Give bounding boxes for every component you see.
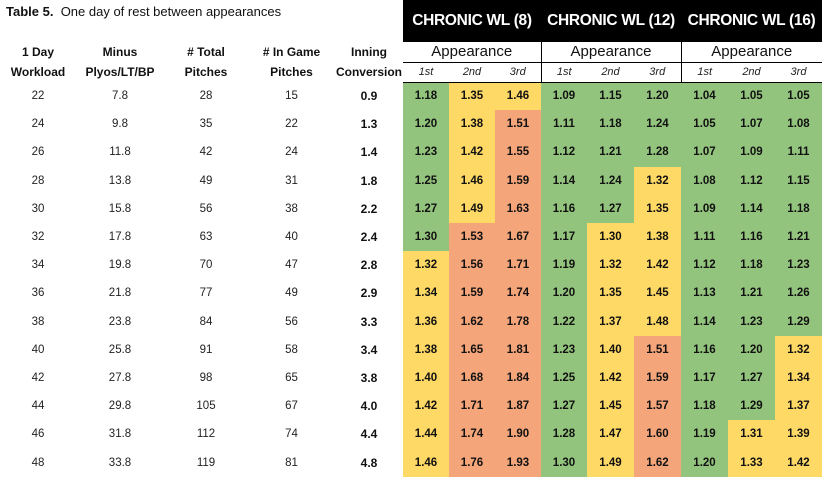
total-pitches-cell: 56 xyxy=(199,202,213,215)
value-cell: 1.38 xyxy=(403,336,449,364)
value-cell: 1.21 xyxy=(728,279,775,307)
value-cell: 1.39 xyxy=(775,420,822,448)
table-row xyxy=(0,420,822,448)
sub-header-1st: 1st xyxy=(681,62,728,82)
value-cell: 1.42 xyxy=(634,251,681,279)
value-cell: 1.21 xyxy=(775,223,822,251)
value-cell: 1.46 xyxy=(449,167,495,195)
value-cell: 1.84 xyxy=(495,364,541,392)
col-header-minus xyxy=(76,42,164,82)
value-cell: 1.49 xyxy=(449,195,495,223)
value-cell: 1.87 xyxy=(495,392,541,420)
value-cell: 1.53 xyxy=(449,223,495,251)
col-header-total-pitches xyxy=(164,42,248,82)
value-cell: 1.42 xyxy=(587,364,634,392)
sub-header-2nd: 2nd xyxy=(728,62,775,82)
value-cell: 1.90 xyxy=(495,420,541,448)
value-cell: 1.25 xyxy=(541,364,587,392)
value-cell: 1.40 xyxy=(403,364,449,392)
group-title-wl8: CHRONIC WL (8) xyxy=(403,0,541,42)
table-row xyxy=(0,448,822,476)
minus-cell: 33.8 xyxy=(108,456,132,469)
value-cell: 1.25 xyxy=(403,167,449,195)
value-cell: 1.27 xyxy=(403,195,449,223)
value-cell: 1.16 xyxy=(541,195,587,223)
value-cell: 1.56 xyxy=(449,251,495,279)
value-cell: 1.05 xyxy=(728,82,775,110)
value-cell: 1.76 xyxy=(449,448,495,476)
ingame-pitches-cell: 58 xyxy=(285,343,298,356)
value-cell: 1.37 xyxy=(775,392,822,420)
total-pitches-cell: 28 xyxy=(199,90,213,103)
value-cell: 1.20 xyxy=(728,336,775,364)
value-cell: 1.20 xyxy=(634,82,681,110)
minus-cell: 7.8 xyxy=(112,90,128,103)
total-pitches-cell: 49 xyxy=(199,174,213,187)
col-header-line: Minus xyxy=(102,45,138,59)
table-body xyxy=(0,82,822,477)
total-pitches-cell: 105 xyxy=(196,400,216,413)
value-cell: 1.24 xyxy=(634,110,681,138)
value-cell: 1.08 xyxy=(775,110,822,138)
value-cell: 1.15 xyxy=(587,82,634,110)
total-pitches-cell: 70 xyxy=(199,259,213,272)
value-cell: 1.08 xyxy=(681,167,728,195)
value-cell: 1.21 xyxy=(587,138,634,166)
workload-cell: 24 xyxy=(31,118,45,131)
value-cell: 1.11 xyxy=(681,223,728,251)
value-cell: 1.34 xyxy=(775,364,822,392)
col-header-line: Conversion xyxy=(335,65,402,79)
minus-cell: 17.8 xyxy=(108,231,132,244)
value-cell: 1.09 xyxy=(541,82,587,110)
value-cell: 1.32 xyxy=(775,336,822,364)
table-caption xyxy=(0,0,403,42)
col-header-line: Pitches xyxy=(184,65,228,79)
value-cell: 1.28 xyxy=(634,138,681,166)
value-cell: 1.55 xyxy=(495,138,541,166)
value-cell: 1.07 xyxy=(728,110,775,138)
value-cell: 1.20 xyxy=(403,110,449,138)
value-cell: 1.29 xyxy=(775,308,822,336)
value-cell: 1.09 xyxy=(728,138,775,166)
table-row xyxy=(0,138,822,166)
ingame-pitches-cell: 38 xyxy=(285,202,298,215)
col-header-workload xyxy=(0,42,76,82)
table-row xyxy=(0,308,822,336)
value-cell: 1.12 xyxy=(681,251,728,279)
value-cell: 1.71 xyxy=(495,251,541,279)
value-cell: 1.16 xyxy=(728,223,775,251)
value-cell: 1.48 xyxy=(634,308,681,336)
minus-cell: 13.8 xyxy=(108,174,132,187)
inning-conversion-cell: 1.8 xyxy=(360,173,378,188)
minus-cell: 29.8 xyxy=(108,400,132,413)
col-header-line: # In Game xyxy=(262,45,321,59)
inning-conversion-cell: 4.8 xyxy=(360,455,378,470)
value-cell: 1.27 xyxy=(541,392,587,420)
value-cell: 1.45 xyxy=(634,279,681,307)
total-pitches-cell: 91 xyxy=(199,343,213,356)
value-cell: 1.27 xyxy=(728,364,775,392)
total-pitches-cell: 112 xyxy=(196,428,216,441)
sub-header-2nd: 2nd xyxy=(587,62,634,82)
value-cell: 1.42 xyxy=(403,392,449,420)
value-cell: 1.23 xyxy=(728,308,775,336)
value-cell: 1.14 xyxy=(728,195,775,223)
inning-conversion-cell: 1.4 xyxy=(360,145,378,160)
minus-cell: 11.8 xyxy=(109,146,131,159)
value-cell: 1.42 xyxy=(449,138,495,166)
value-cell: 1.63 xyxy=(495,195,541,223)
value-cell: 1.71 xyxy=(449,392,495,420)
value-cell: 1.65 xyxy=(449,336,495,364)
value-cell: 1.38 xyxy=(449,110,495,138)
value-cell: 1.47 xyxy=(587,420,634,448)
sub-header-2nd: 2nd xyxy=(449,62,495,82)
inning-conversion-cell: 3.8 xyxy=(360,370,378,385)
value-cell: 1.05 xyxy=(775,82,822,110)
value-cell: 1.27 xyxy=(587,195,634,223)
workload-cell: 34 xyxy=(31,259,45,272)
table-row xyxy=(0,336,822,364)
value-cell: 1.12 xyxy=(541,138,587,166)
inning-conversion-cell: 2.2 xyxy=(360,201,378,216)
sub-header-3rd: 3rd xyxy=(634,62,681,82)
value-cell: 1.09 xyxy=(681,195,728,223)
value-cell: 1.23 xyxy=(775,251,822,279)
minus-cell: 9.8 xyxy=(112,118,128,131)
value-cell: 1.59 xyxy=(634,364,681,392)
table-row xyxy=(0,110,822,138)
value-cell: 1.36 xyxy=(403,308,449,336)
caption-text: One day of rest between appearances xyxy=(60,4,282,19)
value-cell: 1.30 xyxy=(587,223,634,251)
col-header-line: Pitches xyxy=(270,65,313,79)
value-cell: 1.14 xyxy=(681,308,728,336)
value-cell: 1.74 xyxy=(495,279,541,307)
inning-conversion-cell: 3.3 xyxy=(360,314,378,329)
value-cell: 1.30 xyxy=(403,223,449,251)
col-header-line: 1 Day xyxy=(21,45,55,59)
workload-cell: 38 xyxy=(31,315,45,328)
value-cell: 1.59 xyxy=(449,279,495,307)
value-cell: 1.57 xyxy=(634,392,681,420)
appearance-header-wl16: Appearance xyxy=(681,42,822,62)
value-cell: 1.32 xyxy=(403,251,449,279)
ingame-pitches-cell: 15 xyxy=(285,90,298,103)
value-cell: 1.81 xyxy=(495,336,541,364)
value-cell: 1.38 xyxy=(634,223,681,251)
inning-conversion-cell: 2.4 xyxy=(360,230,378,245)
value-cell: 1.44 xyxy=(403,420,449,448)
table-row xyxy=(0,279,822,307)
ingame-pitches-cell: 31 xyxy=(285,174,298,187)
value-cell: 1.14 xyxy=(541,167,587,195)
value-cell: 1.15 xyxy=(775,167,822,195)
value-cell: 1.19 xyxy=(681,420,728,448)
value-cell: 1.18 xyxy=(681,392,728,420)
workload-cell: 40 xyxy=(31,343,45,356)
value-cell: 1.62 xyxy=(634,448,681,476)
minus-cell: 15.8 xyxy=(108,202,132,215)
workload-cell: 28 xyxy=(31,174,45,187)
group-title-wl12: CHRONIC WL (12) xyxy=(541,0,681,42)
value-cell: 1.33 xyxy=(728,448,775,476)
value-cell: 1.46 xyxy=(403,448,449,476)
value-cell: 1.16 xyxy=(681,336,728,364)
appearance-header-wl8: Appearance xyxy=(403,42,541,62)
value-cell: 1.18 xyxy=(775,195,822,223)
ingame-pitches-cell: 49 xyxy=(285,287,298,300)
minus-cell: 31.8 xyxy=(108,428,132,441)
col-header-inning-conversion xyxy=(335,42,403,82)
ingame-pitches-cell: 67 xyxy=(285,400,298,413)
value-cell: 1.11 xyxy=(541,110,587,138)
inning-conversion-cell: 4.0 xyxy=(360,399,378,414)
value-cell: 1.20 xyxy=(681,448,728,476)
table-row xyxy=(0,223,822,251)
value-cell: 1.13 xyxy=(681,279,728,307)
total-pitches-cell: 84 xyxy=(199,315,213,328)
workload-cell: 42 xyxy=(31,371,45,384)
ingame-pitches-cell: 47 xyxy=(285,259,298,272)
value-cell: 1.23 xyxy=(541,336,587,364)
inning-conversion-cell: 3.4 xyxy=(360,342,378,357)
value-cell: 1.30 xyxy=(541,448,587,476)
caption-label: Table 5. xyxy=(6,4,54,19)
minus-cell: 25.8 xyxy=(108,343,132,356)
value-cell: 1.31 xyxy=(728,420,775,448)
value-cell: 1.46 xyxy=(495,82,541,110)
inning-conversion-cell: 4.4 xyxy=(360,427,378,442)
ingame-pitches-cell: 81 xyxy=(285,456,298,469)
value-cell: 1.62 xyxy=(449,308,495,336)
value-cell: 1.19 xyxy=(541,251,587,279)
value-cell: 1.51 xyxy=(634,336,681,364)
value-cell: 1.35 xyxy=(634,195,681,223)
value-cell: 1.68 xyxy=(449,364,495,392)
value-cell: 1.23 xyxy=(403,138,449,166)
table-row xyxy=(0,195,822,223)
total-pitches-cell: 77 xyxy=(199,287,213,300)
workload-cell: 26 xyxy=(31,146,45,159)
inning-conversion-cell: 0.9 xyxy=(360,89,378,104)
value-cell: 1.35 xyxy=(587,279,634,307)
value-cell: 1.93 xyxy=(495,448,541,476)
value-cell: 1.20 xyxy=(541,279,587,307)
workload-cell: 36 xyxy=(31,287,45,300)
value-cell: 1.37 xyxy=(587,308,634,336)
workload-cell: 46 xyxy=(31,428,45,441)
value-cell: 1.18 xyxy=(728,251,775,279)
value-cell: 1.32 xyxy=(634,167,681,195)
value-cell: 1.12 xyxy=(728,167,775,195)
appearance-header-wl12: Appearance xyxy=(541,42,681,62)
value-cell: 1.67 xyxy=(495,223,541,251)
value-cell: 1.29 xyxy=(728,392,775,420)
value-cell: 1.59 xyxy=(495,167,541,195)
total-pitches-cell: 42 xyxy=(199,146,213,159)
col-header-line: Inning xyxy=(351,45,387,59)
sub-header-1st: 1st xyxy=(403,62,449,82)
value-cell: 1.74 xyxy=(449,420,495,448)
total-pitches-cell: 98 xyxy=(199,371,213,384)
total-pitches-cell: 119 xyxy=(196,456,216,469)
table-row xyxy=(0,167,822,195)
col-header-line: Plyos/LT/BP xyxy=(85,65,155,79)
table-row xyxy=(0,251,822,279)
value-cell: 1.22 xyxy=(541,308,587,336)
inning-conversion-cell: 2.8 xyxy=(360,258,378,273)
ingame-pitches-cell: 56 xyxy=(285,315,298,328)
inning-conversion-cell: 2.9 xyxy=(360,286,378,301)
workload-cell: 48 xyxy=(31,456,45,469)
minus-cell: 21.8 xyxy=(108,287,132,300)
sub-header-3rd: 3rd xyxy=(775,62,822,82)
value-cell: 1.60 xyxy=(634,420,681,448)
table-row xyxy=(0,392,822,420)
value-cell: 1.34 xyxy=(403,279,449,307)
value-cell: 1.18 xyxy=(403,82,449,110)
table-row xyxy=(0,364,822,392)
total-pitches-cell: 63 xyxy=(199,231,213,244)
value-cell: 1.49 xyxy=(587,448,634,476)
minus-cell: 23.8 xyxy=(108,315,132,328)
value-cell: 1.07 xyxy=(681,138,728,166)
ingame-pitches-cell: 24 xyxy=(285,146,298,159)
value-cell: 1.17 xyxy=(541,223,587,251)
workload-cell: 32 xyxy=(31,231,45,244)
value-cell: 1.24 xyxy=(587,167,634,195)
workload-cell: 44 xyxy=(31,400,45,413)
col-header-line: # Total xyxy=(187,45,225,59)
value-cell: 1.18 xyxy=(587,110,634,138)
value-cell: 1.32 xyxy=(587,251,634,279)
value-cell: 1.45 xyxy=(587,392,634,420)
value-cell: 1.28 xyxy=(541,420,587,448)
minus-cell: 27.8 xyxy=(108,371,132,384)
workload-cell: 30 xyxy=(31,202,45,215)
minus-cell: 19.8 xyxy=(108,259,132,272)
value-cell: 1.17 xyxy=(681,364,728,392)
value-cell: 1.78 xyxy=(495,308,541,336)
workload-cell: 22 xyxy=(31,90,45,103)
sub-header-1st: 1st xyxy=(541,62,587,82)
value-cell: 1.51 xyxy=(495,110,541,138)
sub-header-3rd: 3rd xyxy=(495,62,541,82)
ingame-pitches-cell: 74 xyxy=(285,428,298,441)
value-cell: 1.26 xyxy=(775,279,822,307)
value-cell: 1.11 xyxy=(775,138,822,166)
value-cell: 1.04 xyxy=(681,82,728,110)
group-title-wl16: CHRONIC WL (16) xyxy=(681,0,822,42)
value-cell: 1.35 xyxy=(449,82,495,110)
col-header-ingame-pitches xyxy=(248,42,335,82)
ingame-pitches-cell: 40 xyxy=(285,231,298,244)
table-row xyxy=(0,82,822,110)
col-header-line: Workload xyxy=(10,65,66,79)
total-pitches-cell: 35 xyxy=(199,118,213,131)
value-cell: 1.05 xyxy=(681,110,728,138)
value-cell: 1.42 xyxy=(775,448,822,476)
inning-conversion-cell: 1.3 xyxy=(360,117,378,132)
ingame-pitches-cell: 22 xyxy=(285,118,298,131)
ingame-pitches-cell: 65 xyxy=(285,371,298,384)
value-cell: 1.40 xyxy=(587,336,634,364)
